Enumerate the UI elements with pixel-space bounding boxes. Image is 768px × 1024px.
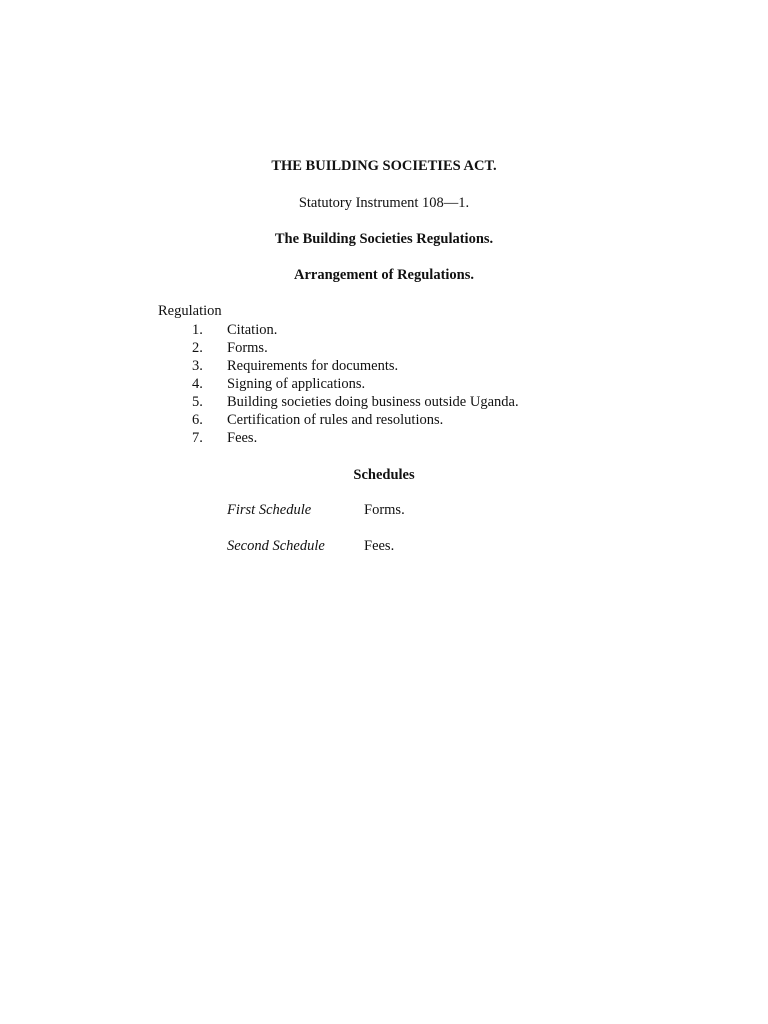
regulation-column-label: Regulation: [158, 303, 222, 319]
regulation-number: 3.: [192, 358, 203, 374]
regulation-number: 4.: [192, 376, 203, 392]
regulation-text: Fees.: [227, 430, 258, 446]
regulation-text: Citation.: [227, 322, 278, 338]
schedule-name: Second Schedule: [227, 538, 325, 554]
regulation-number: 5.: [192, 394, 203, 410]
schedule-row: [0, 537, 768, 555]
schedule-description: Fees.: [364, 538, 395, 554]
statutory-instrument-number: Statutory Instrument 108—1.: [298, 195, 470, 211]
act-title: THE BUILDING SOCIETIES ACT.: [271, 158, 497, 174]
schedule-name: First Schedule: [227, 502, 312, 518]
schedules-heading: Schedules: [353, 467, 415, 483]
regulation-text: Certification of rules and resolutions.: [227, 412, 444, 428]
regulation-number: 7.: [192, 430, 203, 446]
regulation-text: Forms.: [227, 340, 268, 356]
regulation-item: [0, 393, 768, 411]
regulation-list: [0, 321, 768, 447]
schedule-description: Forms.: [364, 502, 405, 518]
regulation-item: [0, 411, 768, 429]
regulation-text: Building societies doing business outside Uganda.: [227, 394, 519, 410]
regulation-item: [0, 375, 768, 393]
regulation-text: Signing of applications.: [227, 376, 366, 392]
arrangement-heading: Arrangement of Regulations.: [293, 267, 475, 283]
regulation-text: Requirements for documents.: [227, 358, 399, 374]
regulation-item: [0, 321, 768, 339]
regulation-number: 6.: [192, 412, 203, 428]
regulation-number: 2.: [192, 340, 203, 356]
regulation-item: [0, 357, 768, 375]
regulation-item: [0, 339, 768, 357]
regulations-title: The Building Societies Regulations.: [274, 231, 494, 247]
regulation-item: [0, 429, 768, 447]
regulation-number: 1.: [192, 322, 203, 338]
schedule-row: [0, 501, 768, 519]
